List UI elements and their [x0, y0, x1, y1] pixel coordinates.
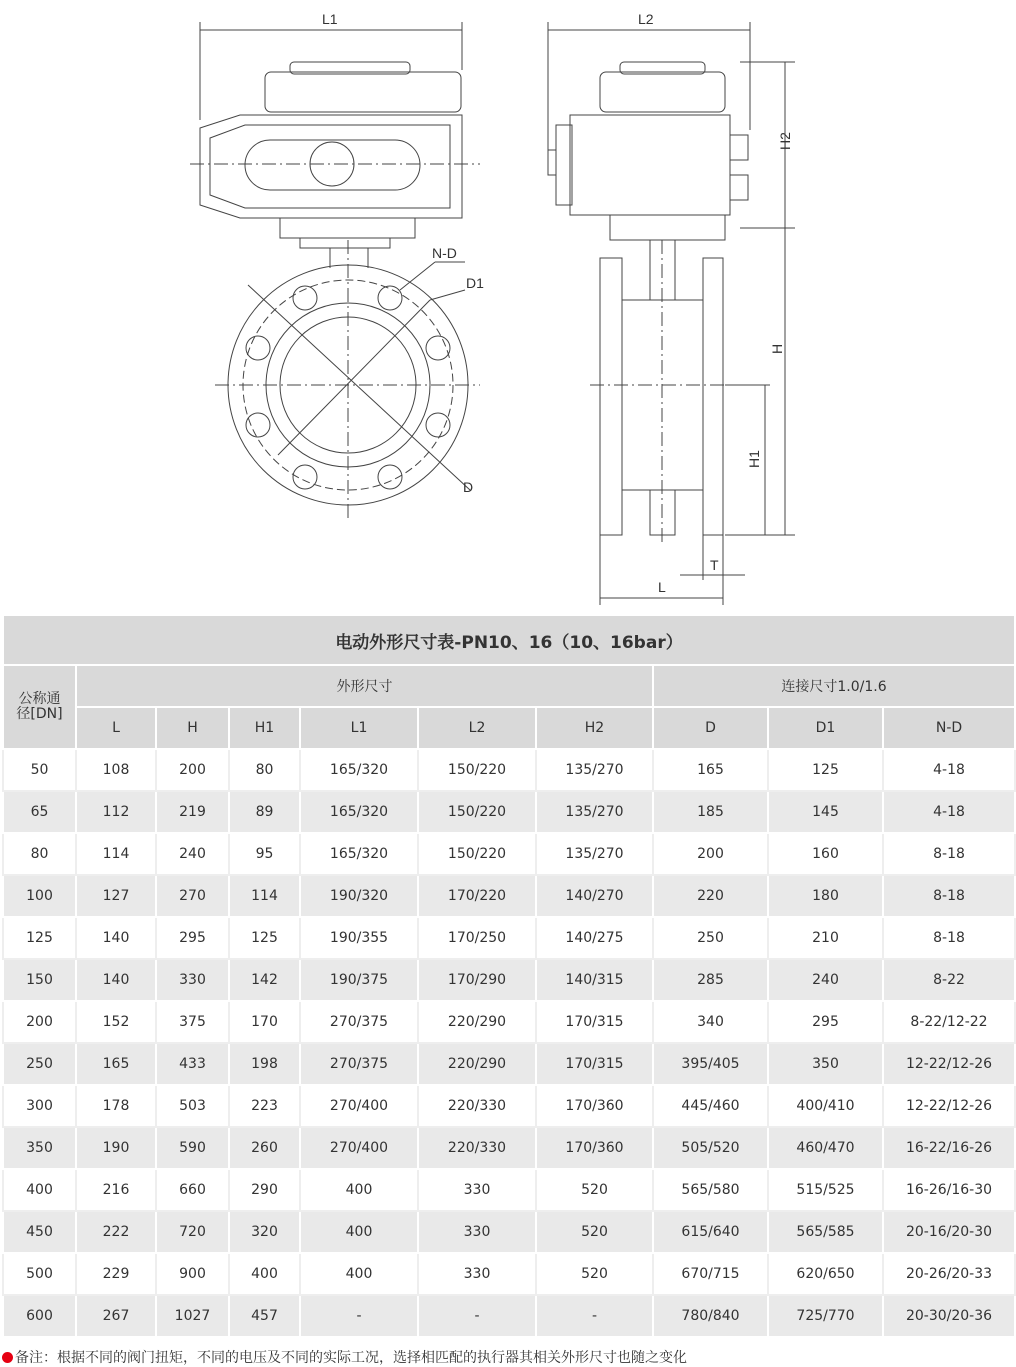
table-row [3, 1211, 1015, 1253]
table-cell: 142 [229, 959, 300, 1001]
table-row [3, 833, 1015, 875]
table-cell: 140/315 [536, 959, 653, 1001]
table-cell: 590 [156, 1127, 229, 1169]
label-D: D [463, 479, 474, 495]
table-cell: 270/375 [300, 1043, 418, 1085]
table-title: 电动外形尺寸表-PN10、16（10、16bar） [3, 615, 1015, 665]
table-row [3, 959, 1015, 1001]
table-cell: 8-18 [883, 833, 1015, 875]
table-cell: 8-18 [883, 875, 1015, 917]
table-cell: 114 [229, 875, 300, 917]
table-cell: 152 [76, 1001, 156, 1043]
table-cell: 565/585 [768, 1211, 883, 1253]
table-cell: 300 [3, 1085, 76, 1127]
table-cell: 290 [229, 1169, 300, 1211]
table-cell: 330 [418, 1169, 536, 1211]
side-view [548, 11, 795, 605]
table-cell: 270/400 [300, 1085, 418, 1127]
table-cell: 8-22 [883, 959, 1015, 1001]
table-cell: 260 [229, 1127, 300, 1169]
valve-dimension-drawing [0, 0, 1016, 610]
table-cell: 190/320 [300, 875, 418, 917]
table-cell: 170/315 [536, 1001, 653, 1043]
table-cell: 220/330 [418, 1085, 536, 1127]
table-cell: 270/400 [300, 1127, 418, 1169]
label-L1: L1 [322, 11, 338, 27]
label-T: T [710, 557, 719, 573]
column-header: L2 [418, 707, 536, 749]
table-cell: 190/355 [300, 917, 418, 959]
table-cell: 170/220 [418, 875, 536, 917]
table-cell: 320 [229, 1211, 300, 1253]
table-row [3, 1253, 1015, 1295]
group-connect-header: 连接尺寸1.0/1.6 [653, 665, 1015, 707]
footnote [2, 1347, 687, 1367]
table-cell: 900 [156, 1253, 229, 1295]
table-cell: 165 [76, 1043, 156, 1085]
table-cell: 285 [653, 959, 768, 1001]
table-cell: 200 [653, 833, 768, 875]
table-cell: 165/320 [300, 791, 418, 833]
dn-header: 公称通径[DN] [3, 665, 76, 749]
table-cell: 108 [76, 749, 156, 791]
table-cell: 340 [653, 1001, 768, 1043]
table-cell: 12-22/12-26 [883, 1043, 1015, 1085]
table-cell: 185 [653, 791, 768, 833]
table-cell: 375 [156, 1001, 229, 1043]
label-D1: D1 [466, 275, 484, 291]
table-cell: 240 [156, 833, 229, 875]
table-cell: 295 [768, 1001, 883, 1043]
bullet-dot-icon [2, 1352, 13, 1363]
table-cell: 350 [768, 1043, 883, 1085]
table-cell: 80 [229, 749, 300, 791]
table-cell: 114 [76, 833, 156, 875]
table-cell: 229 [76, 1253, 156, 1295]
table-cell: 95 [229, 833, 300, 875]
table-cell: 150/220 [418, 749, 536, 791]
table-cell: 460/470 [768, 1127, 883, 1169]
front-view [190, 11, 484, 520]
table-cell: 503 [156, 1085, 229, 1127]
table-cell: 270/375 [300, 1001, 418, 1043]
table-row [3, 791, 1015, 833]
table-row [3, 1169, 1015, 1211]
dimension-table [2, 614, 1016, 1338]
table-cell: 1027 [156, 1295, 229, 1337]
table-row [3, 1085, 1015, 1127]
table-row [3, 749, 1015, 791]
table-cell: 125 [3, 917, 76, 959]
table-cell: 145 [768, 791, 883, 833]
table-cell: 165 [653, 749, 768, 791]
table-cell: 150/220 [418, 833, 536, 875]
table-cell: 220 [653, 875, 768, 917]
table-cell: 350 [3, 1127, 76, 1169]
table-cell: 4-18 [883, 749, 1015, 791]
table-cell: 400 [229, 1253, 300, 1295]
column-header: D [653, 707, 768, 749]
column-header: L1 [300, 707, 418, 749]
table-cell: 515/525 [768, 1169, 883, 1211]
group-outline-header: 外形尺寸 [76, 665, 653, 707]
table-cell: 200 [3, 1001, 76, 1043]
table-cell: 450 [3, 1211, 76, 1253]
table-row [3, 1127, 1015, 1169]
table-cell: 400/410 [768, 1085, 883, 1127]
table-row [3, 1043, 1015, 1085]
table-cell: 140/270 [536, 875, 653, 917]
table-row [3, 1295, 1015, 1337]
table-cell: 240 [768, 959, 883, 1001]
table-cell: 65 [3, 791, 76, 833]
table-cell: 198 [229, 1043, 300, 1085]
table-cell: 520 [536, 1169, 653, 1211]
table-cell: 445/460 [653, 1085, 768, 1127]
table-cell: 89 [229, 791, 300, 833]
table-cell: 222 [76, 1211, 156, 1253]
table-cell: 100 [3, 875, 76, 917]
table-cell: 720 [156, 1211, 229, 1253]
table-cell: 600 [3, 1295, 76, 1337]
table-cell: 725/770 [768, 1295, 883, 1337]
table-cell: 660 [156, 1169, 229, 1211]
table-cell: 250 [653, 917, 768, 959]
table-cell: 520 [536, 1253, 653, 1295]
table-cell: 20-30/20-36 [883, 1295, 1015, 1337]
table-cell: 620/650 [768, 1253, 883, 1295]
table-cell: 330 [156, 959, 229, 1001]
table-cell: 170/250 [418, 917, 536, 959]
label-L: L [658, 579, 666, 595]
table-cell: 165/320 [300, 749, 418, 791]
table-cell: 127 [76, 875, 156, 917]
table-cell: 8-18 [883, 917, 1015, 959]
table-cell: 267 [76, 1295, 156, 1337]
label-N-D: N-D [432, 245, 457, 261]
column-header: D1 [768, 707, 883, 749]
table-cell: 16-26/16-30 [883, 1169, 1015, 1211]
table-row [3, 917, 1015, 959]
table-cell: 125 [768, 749, 883, 791]
table-cell: 219 [156, 791, 229, 833]
table-cell: 270 [156, 875, 229, 917]
table-cell: 250 [3, 1043, 76, 1085]
table-cell: 12-22/12-26 [883, 1085, 1015, 1127]
table-cell: 140/275 [536, 917, 653, 959]
table-cell: 50 [3, 749, 76, 791]
table-cell: 565/580 [653, 1169, 768, 1211]
column-header: H [156, 707, 229, 749]
table-cell: 16-22/16-26 [883, 1127, 1015, 1169]
table-cell: 395/405 [653, 1043, 768, 1085]
table-cell: 190/375 [300, 959, 418, 1001]
table-cell: 220/290 [418, 1001, 536, 1043]
table-cell: 400 [300, 1169, 418, 1211]
table-cell: 330 [418, 1211, 536, 1253]
table-cell: 615/640 [653, 1211, 768, 1253]
table-cell: 170/360 [536, 1085, 653, 1127]
table-cell: 330 [418, 1253, 536, 1295]
table-row [3, 875, 1015, 917]
table-cell: 8-22/12-22 [883, 1001, 1015, 1043]
table-cell: 150 [3, 959, 76, 1001]
table-cell: - [418, 1295, 536, 1337]
table-cell: 20-26/20-33 [883, 1253, 1015, 1295]
table-cell: 216 [76, 1169, 156, 1211]
table-cell: 670/715 [653, 1253, 768, 1295]
table-cell: 220/330 [418, 1127, 536, 1169]
table-cell: 295 [156, 917, 229, 959]
table-cell: 520 [536, 1211, 653, 1253]
table-cell: 190 [76, 1127, 156, 1169]
table-cell: - [536, 1295, 653, 1337]
label-H1: H1 [746, 450, 762, 468]
table-cell: 223 [229, 1085, 300, 1127]
table-cell: 170/360 [536, 1127, 653, 1169]
table-cell: 433 [156, 1043, 229, 1085]
table-cell: 4-18 [883, 791, 1015, 833]
label-H: H [769, 343, 785, 354]
footnote-text: 备注：根据不同的阀门扭矩，不同的电压及不同的实际工况，选择相匹配的执行器其相关外形尺寸也随之变化 [15, 1350, 687, 1366]
table-cell: 125 [229, 917, 300, 959]
table-cell: 135/270 [536, 833, 653, 875]
table-cell: 135/270 [536, 791, 653, 833]
table-cell: 20-16/20-30 [883, 1211, 1015, 1253]
label-L2: L2 [638, 11, 654, 27]
table-cell: 210 [768, 917, 883, 959]
table-cell: 140 [76, 917, 156, 959]
column-header: H1 [229, 707, 300, 749]
table-cell: 505/520 [653, 1127, 768, 1169]
table-cell: 400 [300, 1211, 418, 1253]
table-cell: 135/270 [536, 749, 653, 791]
table-cell: 170/315 [536, 1043, 653, 1085]
column-header: N-D [883, 707, 1015, 749]
table-cell: 180 [768, 875, 883, 917]
table-cell: 160 [768, 833, 883, 875]
table-cell: 150/220 [418, 791, 536, 833]
table-cell: 400 [3, 1169, 76, 1211]
table-cell: 80 [3, 833, 76, 875]
table-row [3, 1001, 1015, 1043]
table-cell: 457 [229, 1295, 300, 1337]
table-cell: 500 [3, 1253, 76, 1295]
table-cell: 780/840 [653, 1295, 768, 1337]
table-cell: 178 [76, 1085, 156, 1127]
table-cell: 140 [76, 959, 156, 1001]
table-cell: 220/290 [418, 1043, 536, 1085]
column-header: H2 [536, 707, 653, 749]
table-cell: 400 [300, 1253, 418, 1295]
table-cell: 170/290 [418, 959, 536, 1001]
column-header: L [76, 707, 156, 749]
table-cell: 112 [76, 791, 156, 833]
table-cell: 170 [229, 1001, 300, 1043]
table-cell: 165/320 [300, 833, 418, 875]
label-H2: H2 [777, 132, 793, 150]
table-cell: 200 [156, 749, 229, 791]
table-cell: - [300, 1295, 418, 1337]
